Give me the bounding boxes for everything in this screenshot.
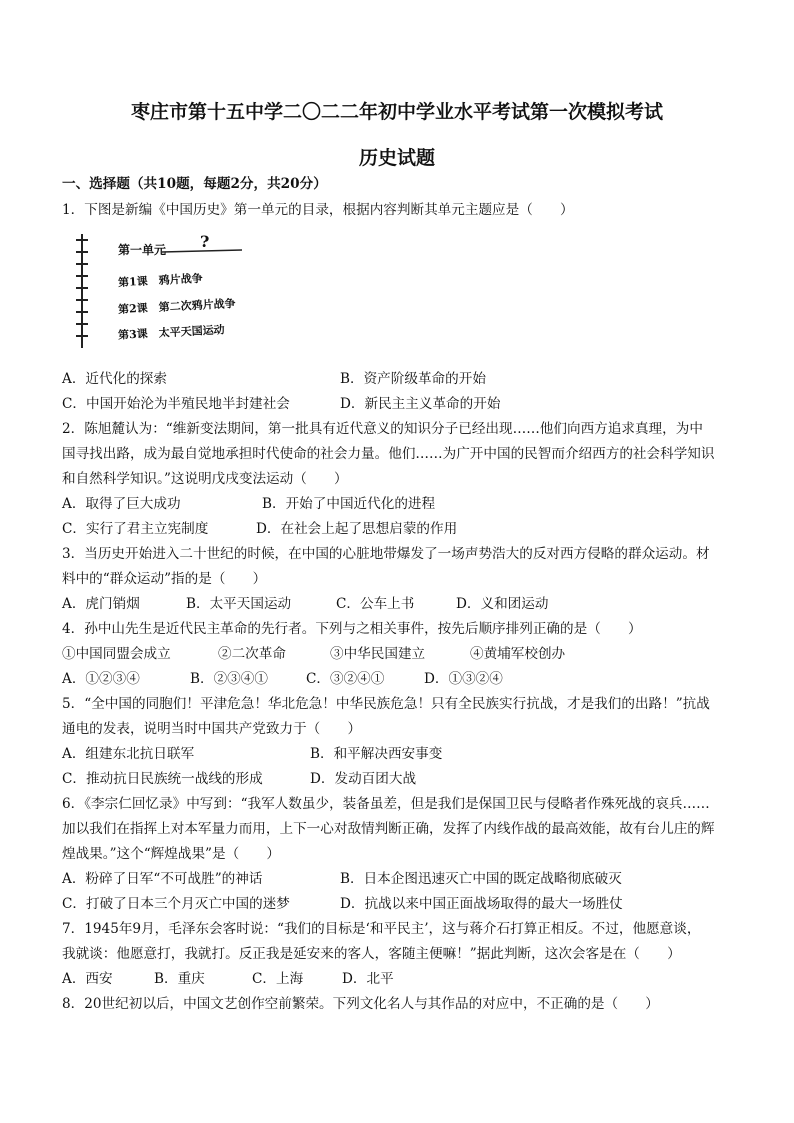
q8-line-1: 8．20世纪初以后，中国文艺创作空前繁荣。下列文化名人与其作品的对应中，不正确的是（ ） <box>62 996 659 1012</box>
q5-option-d[interactable]: D．发动百团大战 <box>310 771 417 787</box>
q2-line-1: 2．陈旭麓认为：“维新变法期间，第一批具有近代意义的知识分子已经出现……他们向西方追求真理，为中 <box>62 421 703 437</box>
q2-option-b[interactable]: B．开始了中国近代化的进程 <box>262 496 436 512</box>
q1-option-b[interactable]: B．资产阶级革命的开始 <box>340 371 486 387</box>
q2-option-a[interactable]: A．取得了巨大成功 <box>62 496 181 512</box>
q3-option-a[interactable]: A．虎门销烟 <box>62 596 140 612</box>
lesson-2: 第2课 第二次鸦片战争 <box>117 296 236 317</box>
q5-option-b[interactable]: B．和平解决西安事变 <box>310 746 443 762</box>
q4-option-c[interactable]: C．③②④① <box>306 671 385 687</box>
q1-option-a[interactable]: A．近代化的探索 <box>62 371 167 387</box>
q6-line-3: 煌战果。”这个“辉煌战果”是（ ） <box>62 846 280 862</box>
q2-option-d[interactable]: D．在社会上起了思想启蒙的作用 <box>256 521 458 537</box>
q6-option-c[interactable]: C．打破了日本三个月灭亡中国的迷梦 <box>62 896 290 912</box>
q4-event-1: ①中国同盟会成立 <box>62 646 171 662</box>
q4-option-d[interactable]: D．①③②④ <box>424 671 503 687</box>
q6-option-a[interactable]: A．粉碎了日军“不可战胜”的神话 <box>62 871 263 887</box>
q7-option-d[interactable]: D．北平 <box>342 971 394 987</box>
q6-option-d[interactable]: D．抗战以来中国正面战场取得的最大一场胜仗 <box>340 896 623 912</box>
exam-subtitle: 历史试题 <box>358 147 435 169</box>
q6-line-2: 加以我们在指挥上对本军量力而用，上下一心对敌情判断正确，发挥了内线作战的最高效能，故有台儿庄的辉 <box>62 821 715 837</box>
q1-option-c[interactable]: C．中国开始沦为半殖民地半封建社会 <box>62 396 290 412</box>
section-heading: 一、选择题（共10题，每题2分，共20分） <box>62 176 327 192</box>
q7-line-1: 7．1945年9月，毛泽东会客时说：“我们的目标是‘和平民主’，这与蒋介石打算正相反。不过，他愿意谈， <box>62 921 701 937</box>
q7-option-b[interactable]: B．重庆 <box>154 971 205 987</box>
unit-label: 第一单元 <box>118 243 167 257</box>
q3-option-b[interactable]: B．太平天国运动 <box>186 596 292 612</box>
q1-option-d[interactable]: D．新民主主义革命的开始 <box>340 396 501 412</box>
q2-option-c[interactable]: C．实行了君主立宪制度 <box>62 521 209 537</box>
lesson-3: 第3课 太平天国运动 <box>117 323 225 342</box>
unknown-unit-title: ? <box>200 232 210 251</box>
q6-line-1: 6．《李宗仁回忆录》中写到：“我军人数虽少，装备虽差，但是我们是保国卫民与侵略者作殊死战的哀兵…… <box>62 796 710 812</box>
q1-stem: 1．下图是新编《中国历史》第一单元的目录，根据内容判断其单元主题应是（ ） <box>62 202 574 218</box>
q7-line-2: 我就谈：他愿意打，我就打。反正我是延安来的客人，客随主便嘛！”据此判断，这次会客是在（ ） <box>62 946 681 962</box>
q4-option-b[interactable]: B．②③④① <box>190 671 268 687</box>
textbook-contents-figure <box>72 228 262 356</box>
q4-event-3: ③中华民国建立 <box>330 646 426 662</box>
q4-option-a[interactable]: A．①②③④ <box>62 671 140 687</box>
q2-line-2: 国寻找出路，成为最自觉地承担时代使命的社会力量。他们……为广开中国的民智而介绍西方的社会科学知识 <box>62 446 715 462</box>
q5-option-c[interactable]: C．推动抗日民族统一战线的形成 <box>62 771 263 787</box>
q7-option-a[interactable]: A．西安 <box>62 971 113 987</box>
exam-title: 枣庄市第十五中学二〇二二年初中学业水平考试第一次模拟考试 <box>130 101 663 123</box>
q5-line-1: 5．“全中国的同胞们！平津危急！华北危急！中华民族危急！只有全民族实行抗战，才是我们的出路！”抗战 <box>62 696 710 712</box>
q4-event-2: ②二次革命 <box>218 646 286 662</box>
q7-option-c[interactable]: C．上海 <box>252 971 304 987</box>
q4-event-4: ④黄埔军校创办 <box>470 646 566 662</box>
q4-line-1: 4．孙中山先生是近代民主革命的先行者。下列与之相关事件，按先后顺序排列正确的是（ ） <box>62 621 642 637</box>
q6-option-b[interactable]: B．日本企图迅速灭亡中国的既定战略彻底破灭 <box>340 871 622 887</box>
q3-line-2: 料中的“群众运动”指的是（ ） <box>62 571 267 587</box>
q5-line-2: 通电的发表，说明当时中国共产党致力于（ ） <box>62 721 362 737</box>
q5-option-a[interactable]: A．组建东北抗日联军 <box>62 746 195 762</box>
q3-option-d[interactable]: D．义和团运动 <box>456 596 549 612</box>
lesson-1: 第1课 鸦片战争 <box>117 271 203 290</box>
q3-line-1: 3．当历史开始进入二十世纪的时候，在中国的心脏地带爆发了一场声势浩大的反对西方侵略的群众运动。材 <box>62 546 710 562</box>
q3-option-c[interactable]: C．公车上书 <box>336 596 415 612</box>
q2-line-3: 和自然科学知识。”这说明戊戌变法运动（ ） <box>62 471 348 487</box>
